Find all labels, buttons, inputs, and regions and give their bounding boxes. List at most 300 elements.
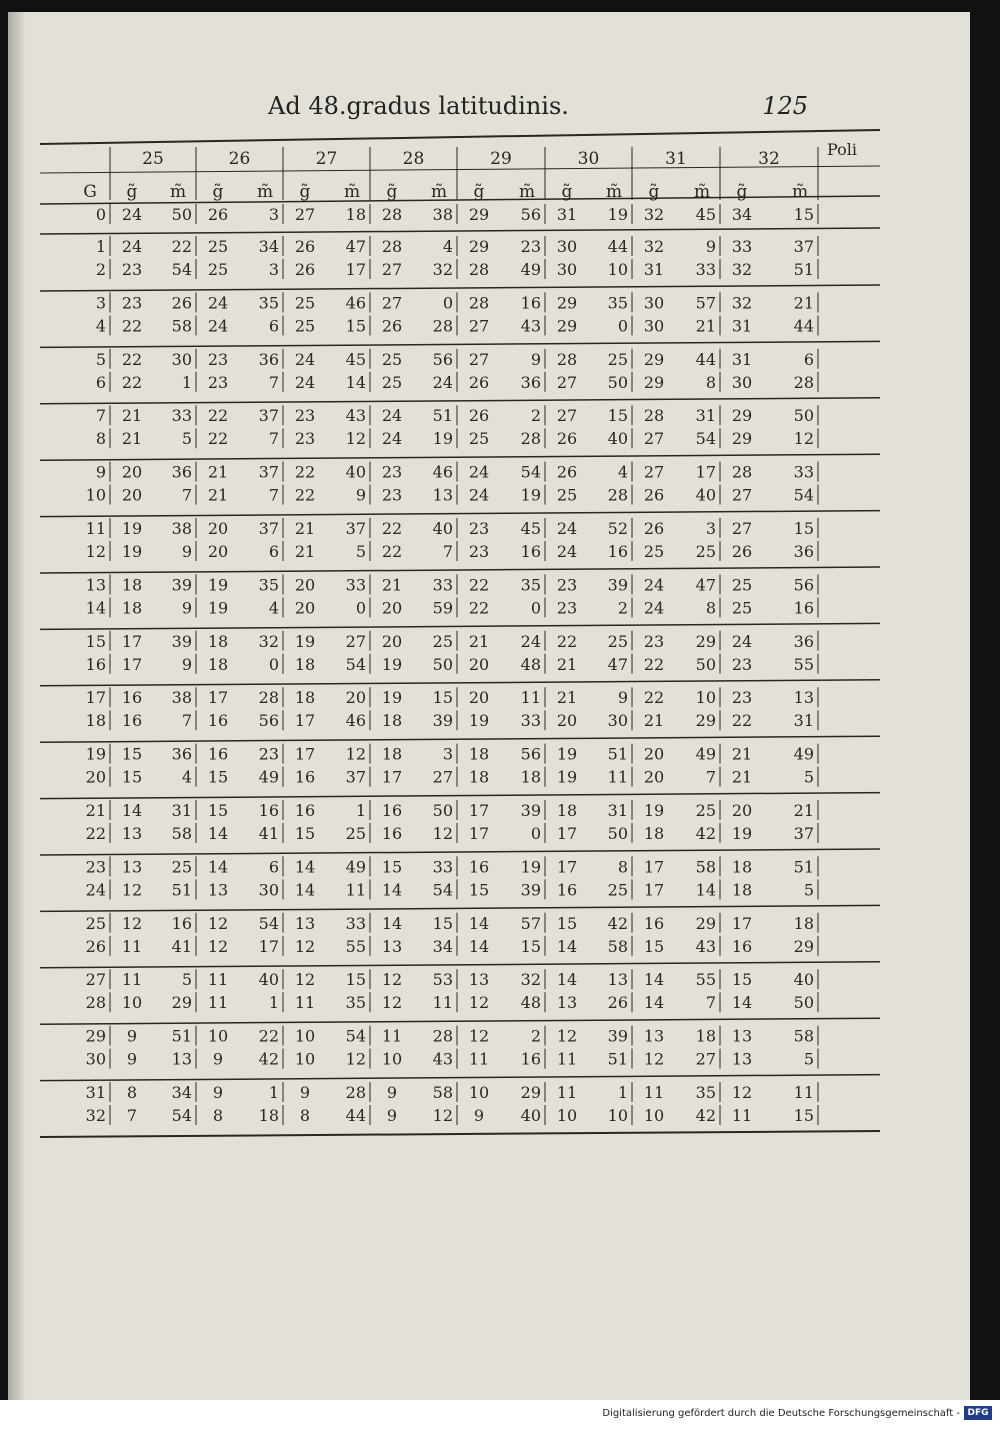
cell-min-2-32: 51 (793, 260, 814, 279)
cell-deg-26-26: 12 (207, 936, 229, 956)
cell-min-1-30: 44 (607, 237, 628, 256)
cell-min-26-31: 43 (695, 936, 716, 956)
cell-min-30-30: 51 (607, 1049, 628, 1069)
cell-min-3-29: 16 (520, 293, 541, 313)
poli-label: Poli (827, 140, 857, 159)
table-top-rule (40, 130, 880, 144)
cell-deg-20-29: 18 (468, 767, 490, 787)
cell-min-2-31: 33 (695, 260, 716, 279)
cell-deg-30-30: 11 (556, 1049, 578, 1069)
cell-min-18-30: 30 (607, 711, 628, 731)
cell-min-9-25: 36 (171, 462, 192, 482)
cell-deg-25-30: 15 (556, 913, 578, 933)
cell-deg-31-31: 11 (643, 1083, 665, 1102)
cell-min-11-25: 38 (171, 519, 192, 538)
cell-deg-22-32: 19 (731, 824, 753, 843)
cell-min-21-26: 16 (258, 801, 279, 820)
cell-deg-8-31: 27 (643, 429, 665, 449)
cell-min-26-30: 58 (607, 936, 628, 956)
cell-min-15-26: 32 (258, 631, 279, 651)
cell-min-22-26: 41 (258, 824, 279, 843)
cell-min-18-28: 39 (432, 711, 453, 731)
cell-deg-9-25: 20 (121, 462, 143, 482)
cell-deg-16-29: 20 (468, 654, 490, 674)
pair-rule-13 (40, 962, 880, 968)
cell-deg-19-31: 20 (643, 744, 665, 764)
cell-deg-13-31: 24 (643, 575, 665, 595)
cell-deg-29-32: 13 (731, 1026, 753, 1046)
cell-min-11-29: 45 (520, 519, 541, 538)
cell-min-1-28: 4 (442, 237, 453, 256)
cell-min-28-25: 29 (171, 993, 192, 1013)
row-g-8: 8 (95, 429, 106, 449)
cell-deg-25-25: 12 (121, 913, 143, 933)
cell-min-16-25: 9 (181, 654, 192, 674)
cell-min-7-25: 33 (171, 406, 192, 426)
cell-min-18-27: 46 (345, 711, 366, 731)
row-g-23: 23 (85, 857, 106, 877)
cell-deg-28-25: 10 (121, 993, 143, 1013)
cell-min-4-29: 43 (520, 316, 541, 336)
cell-min-3-32: 21 (793, 293, 814, 313)
cell-deg-3-25: 23 (121, 293, 143, 313)
cell-min-18-26: 56 (258, 711, 279, 731)
cell-deg-16-27: 18 (294, 654, 316, 674)
cell-min-26-28: 34 (432, 936, 453, 956)
cell-deg-26-27: 12 (294, 936, 316, 956)
cell-deg-0-26: 26 (207, 205, 229, 224)
cell-deg-3-27: 25 (294, 293, 316, 313)
row-g-14: 14 (85, 598, 106, 618)
cell-min-22-27: 25 (345, 824, 366, 843)
cell-min-7-28: 51 (432, 406, 453, 426)
cell-deg-17-25: 16 (121, 688, 143, 708)
cell-min-20-28: 27 (432, 767, 453, 787)
unit-degree-31: g̃ (648, 182, 660, 202)
cell-min-8-28: 19 (432, 429, 453, 449)
cell-deg-0-28: 28 (381, 205, 403, 224)
cell-deg-22-25: 13 (121, 824, 143, 843)
cell-min-13-28: 33 (432, 575, 453, 595)
cell-min-18-31: 29 (695, 711, 716, 731)
cell-min-27-32: 40 (793, 970, 814, 990)
cell-min-10-26: 7 (268, 485, 279, 505)
cell-deg-18-30: 20 (556, 711, 578, 731)
cell-deg-1-32: 33 (731, 237, 753, 256)
cell-min-3-28: 0 (442, 293, 453, 313)
cell-deg-23-31: 17 (643, 857, 665, 877)
cell-deg-4-25: 22 (121, 316, 143, 336)
cell-deg-3-32: 32 (731, 293, 753, 313)
cell-deg-29-25: 9 (126, 1026, 138, 1046)
cell-min-32-32: 15 (793, 1106, 814, 1125)
cell-deg-31-32: 12 (731, 1083, 753, 1102)
cell-min-29-30: 39 (607, 1026, 628, 1046)
cell-min-12-28: 7 (442, 542, 453, 561)
cell-min-22-29: 0 (530, 824, 541, 843)
cell-deg-7-31: 28 (643, 406, 665, 426)
cell-min-6-29: 36 (520, 372, 541, 392)
cell-deg-20-30: 19 (556, 767, 578, 787)
cell-deg-20-28: 17 (381, 767, 403, 787)
cell-deg-15-30: 22 (556, 631, 578, 651)
cell-min-16-28: 50 (432, 654, 453, 674)
cell-deg-8-25: 21 (121, 429, 143, 449)
cell-min-30-25: 13 (171, 1049, 192, 1069)
cell-deg-27-29: 13 (468, 970, 490, 990)
cell-deg-4-30: 29 (556, 316, 578, 336)
cell-min-14-32: 16 (793, 598, 814, 618)
cell-min-1-32: 37 (793, 237, 814, 256)
cell-deg-25-32: 17 (731, 913, 753, 933)
cell-min-16-31: 50 (695, 654, 716, 674)
pair-rule-1 (40, 285, 880, 291)
cell-deg-6-28: 25 (381, 372, 403, 392)
cell-min-11-31: 3 (705, 519, 716, 538)
cell-min-24-25: 51 (171, 880, 192, 900)
cell-min-29-29: 2 (530, 1026, 541, 1046)
cell-min-9-28: 46 (432, 462, 453, 482)
cell-deg-32-30: 10 (556, 1106, 578, 1125)
row-g-13: 13 (85, 575, 106, 595)
row-g-2: 2 (95, 260, 106, 279)
cell-min-17-30: 9 (617, 688, 628, 708)
cell-deg-6-30: 27 (556, 372, 578, 392)
cell-deg-10-31: 26 (643, 485, 665, 505)
cell-min-13-26: 35 (258, 575, 279, 595)
unit-minute-30: m̃ (605, 182, 623, 202)
cell-min-9-32: 33 (793, 462, 814, 482)
cell-min-19-28: 3 (442, 744, 453, 764)
cell-deg-28-32: 14 (731, 993, 753, 1013)
cell-deg-0-25: 24 (121, 205, 143, 224)
cell-min-19-25: 36 (171, 744, 192, 764)
cell-deg-31-29: 10 (468, 1083, 490, 1102)
cell-deg-12-28: 22 (381, 542, 403, 561)
cell-min-22-30: 50 (607, 824, 628, 843)
cell-deg-20-31: 20 (643, 767, 665, 787)
cell-deg-2-29: 28 (468, 260, 490, 279)
row-g-10: 10 (85, 485, 106, 505)
cell-min-31-29: 29 (520, 1083, 541, 1102)
cell-min-8-26: 7 (268, 429, 279, 449)
cell-deg-32-25: 7 (126, 1106, 138, 1125)
cell-min-30-31: 27 (695, 1049, 716, 1069)
cell-deg-10-25: 20 (121, 485, 143, 505)
row-g-12: 12 (85, 542, 106, 561)
cell-min-22-32: 37 (793, 824, 814, 843)
cell-min-21-25: 31 (171, 801, 192, 820)
cell-deg-29-26: 10 (207, 1026, 229, 1046)
cell-deg-32-32: 11 (731, 1106, 753, 1125)
cell-min-29-25: 51 (171, 1026, 192, 1046)
degree-row-rule (40, 166, 880, 173)
cell-deg-14-32: 25 (731, 598, 753, 618)
cell-deg-2-30: 30 (556, 260, 578, 279)
row-g-6: 6 (95, 372, 106, 392)
cell-min-9-30: 4 (617, 462, 628, 482)
cell-deg-9-31: 27 (643, 462, 665, 482)
cell-min-12-25: 9 (181, 542, 192, 561)
cell-deg-21-26: 15 (207, 801, 229, 820)
cell-deg-16-31: 22 (643, 654, 665, 674)
pair-rule-12 (40, 905, 880, 911)
cell-min-24-32: 5 (803, 880, 814, 900)
cell-min-14-26: 4 (268, 598, 279, 618)
cell-min-23-32: 51 (793, 857, 814, 877)
cell-min-21-27: 1 (355, 801, 366, 820)
cell-min-13-31: 47 (695, 575, 716, 595)
cell-min-0-31: 45 (695, 205, 716, 224)
cell-min-29-26: 22 (258, 1026, 279, 1046)
cell-deg-24-31: 17 (643, 880, 665, 900)
cell-min-10-30: 28 (607, 485, 628, 505)
cell-deg-6-31: 29 (643, 372, 665, 392)
cell-deg-19-29: 18 (468, 744, 490, 764)
row-g-19: 19 (85, 744, 106, 764)
cell-min-16-29: 48 (520, 654, 541, 674)
cell-deg-10-28: 23 (381, 485, 403, 505)
cell-min-17-32: 13 (793, 688, 814, 708)
cell-min-23-26: 6 (268, 857, 279, 877)
cell-min-28-29: 48 (520, 993, 541, 1013)
cell-deg-8-26: 22 (207, 429, 229, 449)
cell-min-24-28: 54 (432, 880, 453, 900)
cell-deg-1-28: 28 (381, 237, 403, 256)
cell-min-13-25: 39 (171, 575, 192, 595)
cell-min-14-28: 59 (432, 598, 453, 618)
cell-min-26-29: 15 (520, 936, 541, 956)
unit-degree-30: g̃ (561, 182, 573, 202)
row-g-21: 21 (85, 801, 106, 820)
cell-deg-2-26: 25 (207, 260, 229, 279)
cell-min-24-31: 14 (695, 880, 716, 900)
cell-min-32-27: 44 (345, 1106, 366, 1125)
cell-min-0-28: 38 (432, 205, 453, 224)
cell-deg-14-29: 22 (468, 598, 490, 618)
cell-min-9-31: 17 (695, 462, 716, 482)
row-g-4: 4 (95, 316, 106, 336)
cell-deg-16-28: 19 (381, 654, 403, 674)
pair-rule-14 (40, 1018, 880, 1024)
unit-row-rule (40, 196, 880, 204)
cell-min-19-26: 23 (258, 744, 279, 764)
cell-deg-4-27: 25 (294, 316, 316, 336)
cell-deg-3-31: 30 (643, 293, 665, 313)
cell-deg-17-30: 21 (556, 688, 578, 708)
cell-deg-31-30: 11 (556, 1083, 578, 1102)
page-number: 125 (762, 92, 808, 120)
cell-min-15-32: 36 (793, 631, 814, 651)
cell-min-23-25: 25 (171, 857, 192, 877)
cell-min-25-28: 15 (432, 913, 453, 933)
cell-min-7-26: 37 (258, 406, 279, 426)
cell-min-26-32: 29 (793, 936, 814, 956)
cell-min-7-27: 43 (345, 406, 366, 426)
cell-deg-28-29: 12 (468, 993, 490, 1013)
pair-rule-7 (40, 623, 880, 629)
cell-deg-32-31: 10 (643, 1106, 665, 1125)
cell-min-3-31: 57 (695, 293, 716, 313)
cell-deg-30-25: 9 (126, 1049, 138, 1069)
cell-min-20-31: 7 (705, 767, 716, 787)
unit-minute-32: m̃ (791, 182, 809, 202)
row-g-32: 32 (85, 1106, 106, 1125)
cell-min-4-25: 58 (171, 316, 192, 336)
unit-minute-26: m̃ (256, 182, 274, 202)
cell-deg-0-31: 32 (643, 205, 665, 224)
pair-rule-4 (40, 454, 880, 460)
cell-min-10-25: 7 (181, 485, 192, 505)
cell-deg-1-25: 24 (121, 237, 143, 256)
cell-min-12-27: 5 (355, 542, 366, 561)
cell-deg-10-32: 27 (731, 485, 753, 505)
cell-deg-20-32: 21 (731, 767, 753, 787)
cell-deg-11-27: 21 (294, 519, 316, 538)
cell-min-25-32: 18 (793, 913, 814, 933)
cell-deg-25-31: 16 (643, 913, 665, 933)
column-degree-31: 31 (665, 149, 687, 169)
cell-min-8-25: 5 (181, 429, 192, 449)
pair-rule-15 (40, 1075, 880, 1081)
cell-deg-17-27: 18 (294, 688, 316, 708)
unit-degree-26: g̃ (212, 182, 224, 202)
cell-deg-21-29: 17 (468, 801, 490, 820)
cell-min-32-25: 54 (171, 1106, 192, 1125)
cell-min-17-28: 15 (432, 688, 453, 708)
cell-min-25-31: 29 (695, 913, 716, 933)
cell-deg-5-26: 23 (207, 349, 229, 369)
cell-deg-7-29: 26 (468, 406, 490, 426)
cell-min-9-26: 37 (258, 462, 279, 482)
cell-deg-12-25: 19 (121, 542, 143, 561)
cell-min-25-29: 57 (520, 913, 541, 933)
cell-deg-17-31: 22 (643, 688, 665, 708)
cell-deg-1-30: 30 (556, 237, 578, 256)
cell-deg-19-28: 18 (381, 744, 403, 764)
cell-deg-13-32: 25 (731, 575, 753, 595)
row-g-26: 26 (85, 936, 106, 956)
cell-min-5-25: 30 (171, 349, 192, 369)
cell-deg-9-26: 21 (207, 462, 229, 482)
cell-deg-23-26: 14 (207, 857, 229, 877)
cell-min-19-30: 51 (607, 744, 628, 764)
cell-min-29-28: 28 (432, 1026, 453, 1046)
cell-min-5-32: 6 (803, 349, 814, 369)
cell-deg-4-29: 27 (468, 316, 490, 336)
pair-rule-11 (40, 849, 880, 855)
cell-min-3-25: 26 (171, 293, 192, 313)
cell-deg-30-31: 12 (643, 1049, 665, 1069)
cell-deg-4-28: 26 (381, 316, 403, 336)
cell-min-0-32: 15 (793, 205, 814, 224)
cell-deg-14-28: 20 (381, 598, 403, 618)
cell-min-23-27: 49 (345, 857, 366, 877)
cell-min-10-31: 40 (695, 485, 716, 505)
cell-min-5-31: 44 (695, 349, 716, 369)
cell-deg-15-26: 18 (207, 631, 229, 651)
cell-min-20-30: 11 (607, 767, 628, 787)
cell-min-20-27: 37 (345, 767, 366, 787)
cell-min-10-32: 54 (793, 485, 814, 505)
cell-min-19-29: 56 (520, 744, 541, 764)
cell-min-17-26: 28 (258, 688, 279, 708)
cell-min-27-26: 40 (258, 970, 279, 990)
pair-rule-16 (40, 1131, 880, 1137)
cell-min-32-30: 10 (607, 1106, 628, 1125)
cell-deg-29-28: 11 (381, 1026, 403, 1046)
cell-deg-21-31: 19 (643, 801, 665, 820)
cell-min-18-29: 33 (520, 711, 541, 731)
cell-deg-9-27: 22 (294, 462, 316, 482)
cell-deg-22-28: 16 (381, 824, 403, 843)
row-g-29: 29 (85, 1026, 106, 1046)
cell-deg-13-30: 23 (556, 575, 578, 595)
cell-deg-14-30: 23 (556, 598, 578, 618)
cell-deg-10-29: 24 (468, 485, 490, 505)
row-g-22: 22 (85, 824, 106, 843)
cell-min-7-31: 31 (695, 406, 716, 426)
cell-min-4-28: 28 (432, 316, 453, 336)
cell-deg-22-26: 14 (207, 824, 229, 843)
cell-deg-29-31: 13 (643, 1026, 665, 1046)
cell-deg-32-26: 8 (212, 1106, 224, 1125)
cell-min-29-27: 54 (345, 1026, 366, 1046)
cell-deg-18-28: 18 (381, 711, 403, 731)
cell-deg-5-29: 27 (468, 349, 490, 369)
cell-min-24-27: 11 (345, 880, 366, 900)
cell-deg-19-25: 15 (121, 744, 143, 764)
cell-deg-12-31: 25 (643, 542, 665, 561)
cell-deg-7-32: 29 (731, 406, 753, 426)
cell-deg-5-32: 31 (731, 349, 753, 369)
cell-deg-12-29: 23 (468, 542, 490, 561)
cell-deg-6-26: 23 (207, 372, 229, 392)
cell-min-3-27: 46 (345, 293, 366, 313)
cell-deg-27-26: 11 (207, 970, 229, 990)
cell-deg-20-26: 15 (207, 767, 229, 787)
cell-min-18-25: 7 (181, 711, 192, 731)
cell-min-31-30: 1 (617, 1083, 628, 1102)
cell-deg-12-27: 21 (294, 542, 316, 561)
cell-deg-24-25: 12 (121, 880, 143, 900)
cell-deg-17-29: 20 (468, 688, 490, 708)
cell-deg-13-26: 19 (207, 575, 229, 595)
cell-min-5-29: 9 (530, 349, 541, 369)
cell-min-5-28: 56 (432, 349, 453, 369)
cell-deg-7-28: 24 (381, 406, 403, 426)
row-g-30: 30 (85, 1049, 106, 1069)
cell-min-32-26: 18 (258, 1106, 279, 1125)
cell-min-6-31: 8 (705, 372, 716, 392)
unit-degree-29: g̃ (473, 182, 485, 202)
cell-min-7-32: 50 (793, 406, 814, 426)
cell-deg-25-29: 14 (468, 913, 490, 933)
cell-deg-17-26: 17 (207, 688, 229, 708)
cell-min-8-31: 54 (695, 429, 716, 449)
cell-deg-26-25: 11 (121, 936, 143, 956)
cell-min-3-30: 35 (607, 293, 628, 313)
cell-deg-18-32: 22 (731, 711, 753, 731)
cell-min-14-25: 9 (181, 598, 192, 618)
cell-min-14-30: 2 (617, 598, 628, 618)
cell-deg-19-26: 16 (207, 744, 229, 764)
cell-min-29-32: 58 (793, 1026, 814, 1046)
cell-min-27-27: 15 (345, 970, 366, 990)
cell-min-5-27: 45 (345, 349, 366, 369)
cell-min-28-27: 35 (345, 993, 366, 1013)
cell-deg-14-25: 18 (121, 598, 143, 618)
